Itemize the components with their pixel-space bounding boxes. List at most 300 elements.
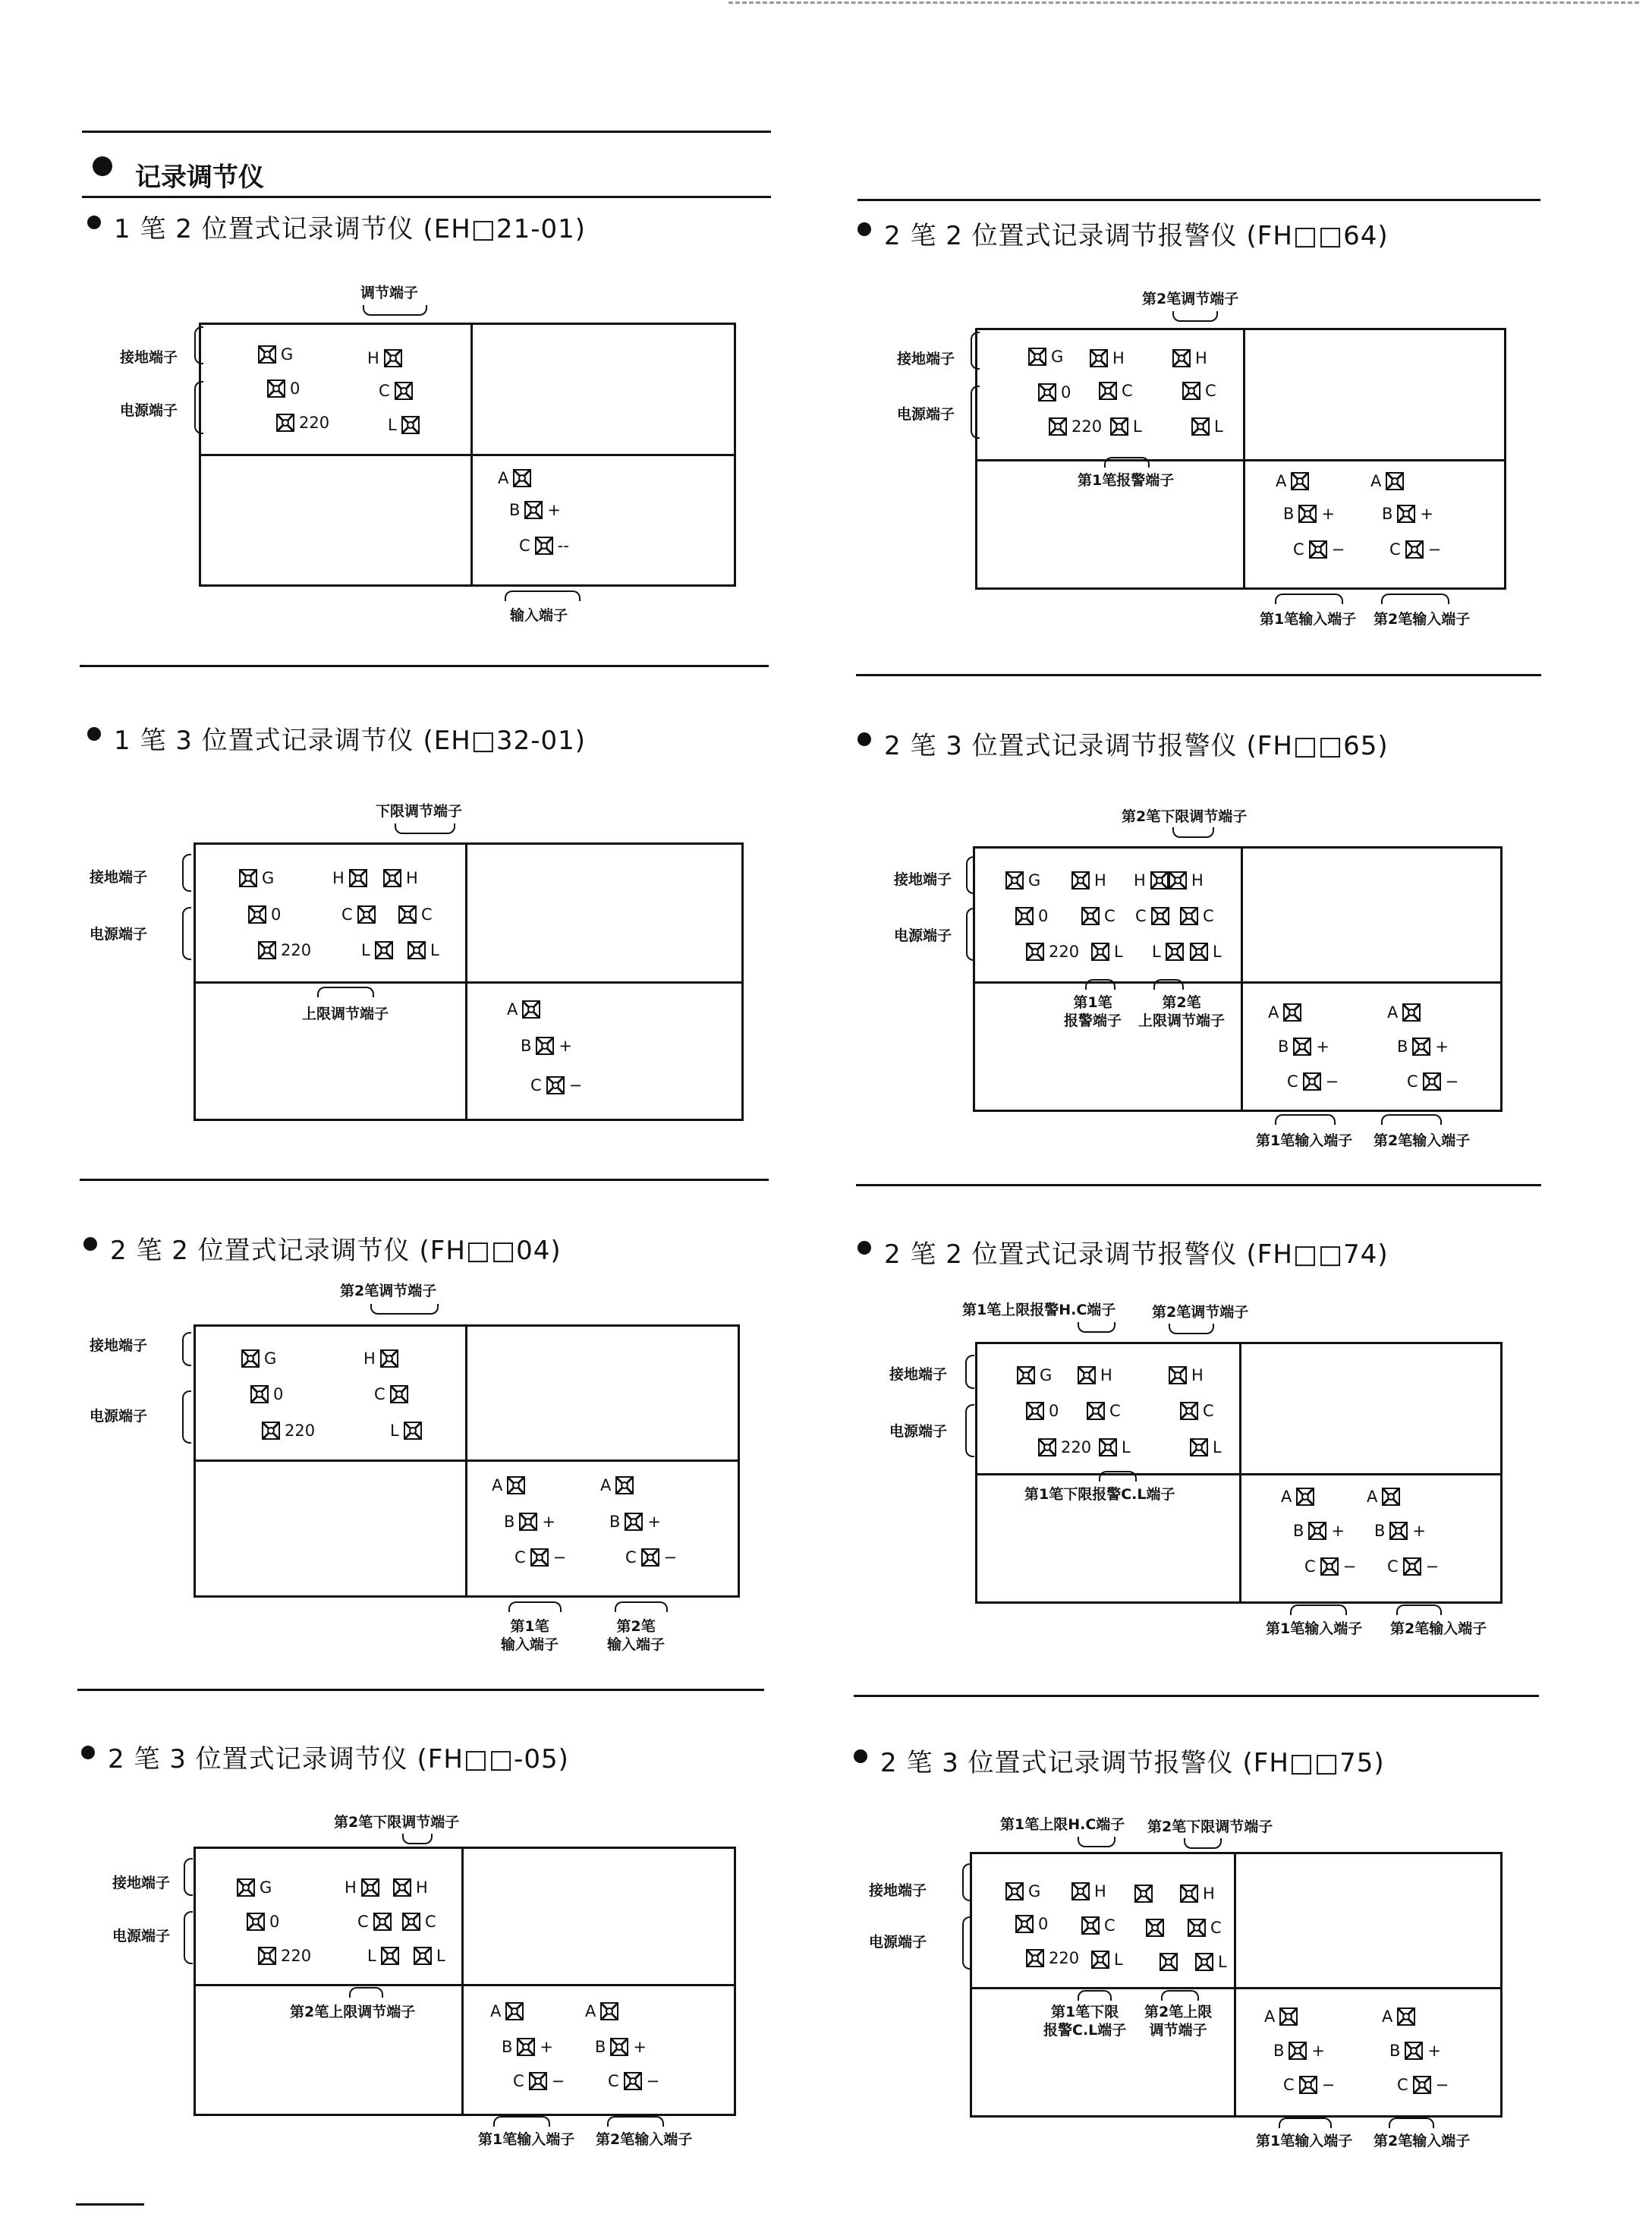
terminal xyxy=(1129,871,1169,890)
terminal xyxy=(1385,540,1446,559)
diagram-bullet-icon xyxy=(81,1746,95,1759)
terminal-label: A xyxy=(1264,2007,1276,2026)
terminal-label: B xyxy=(521,1036,532,1055)
inner-label: 上限调节端子 xyxy=(302,1006,389,1022)
bracket-icon xyxy=(182,907,191,960)
bracket-icon xyxy=(966,856,975,894)
side-label: 接地端子 xyxy=(120,349,178,366)
terminal-screw-icon xyxy=(1293,1038,1311,1056)
bracket-icon xyxy=(965,1355,974,1389)
diagram-title: 2 笔 3 位置式记录调节报警仪 (FH□□65) xyxy=(884,731,1389,761)
bracket-icon xyxy=(1275,1114,1336,1125)
terminal-label: C xyxy=(421,905,433,924)
terminal-label: + xyxy=(542,1512,556,1531)
terminal-screw-icon xyxy=(237,1878,255,1897)
terminal xyxy=(1263,1003,1301,1022)
terminal xyxy=(393,1878,433,1897)
bottom-label: 第1笔输入端子 xyxy=(1266,1620,1363,1637)
terminal xyxy=(596,1476,634,1494)
terminal-screw-icon xyxy=(1015,907,1034,925)
terminal-screw-icon xyxy=(1279,2007,1298,2026)
terminal-label: 220 xyxy=(1049,1948,1080,1967)
terminal xyxy=(398,905,437,924)
terminal xyxy=(526,1076,587,1094)
terminal xyxy=(1091,943,1128,961)
terminal xyxy=(402,1913,441,1931)
bottom-label: 第1笔输入端子 xyxy=(1260,611,1357,628)
terminal xyxy=(385,1422,422,1440)
terminal-label: 0 xyxy=(271,905,282,924)
terminal-screw-icon xyxy=(1110,417,1128,436)
terminal-screw-icon xyxy=(1049,417,1067,436)
bracket-icon xyxy=(182,854,191,892)
terminal xyxy=(414,1947,450,1965)
diagram-bullet-icon xyxy=(857,222,871,236)
bottom-label: 第2笔输入端子 xyxy=(1390,1620,1487,1637)
terminal-screw-icon xyxy=(522,1000,540,1019)
terminal-screw-icon xyxy=(1015,1915,1034,1933)
terminal-screw-icon xyxy=(1087,1402,1105,1420)
terminal-screw-icon xyxy=(1296,1488,1314,1506)
terminal xyxy=(1289,1522,1349,1540)
bottom-label: 第2笔 输入端子 xyxy=(607,1618,666,1653)
terminal xyxy=(1385,2042,1446,2060)
diagram-title: 2 笔 2 位置式记录调节报警仪 (FH□□64) xyxy=(884,221,1389,251)
terminal xyxy=(1081,907,1120,925)
bracket-icon xyxy=(349,1987,383,1998)
top-label: 第2笔调节端子 xyxy=(1152,1304,1249,1321)
terminal-label: − xyxy=(1425,1557,1440,1576)
bracket-icon xyxy=(1161,1990,1199,2001)
bracket-icon xyxy=(1275,594,1343,604)
bracket-icon xyxy=(402,1834,433,1844)
terminal-label: L xyxy=(388,415,397,434)
panel-divider-horizontal xyxy=(977,459,1504,461)
terminal-label: A xyxy=(1281,1487,1292,1506)
terminal-label: + xyxy=(1427,2041,1442,2060)
terminal-label: A xyxy=(492,1475,503,1494)
terminal-screw-icon xyxy=(513,469,531,487)
panel-divider-vertical xyxy=(1241,849,1243,1110)
terminal xyxy=(363,349,402,367)
top-label: 第2笔下限调节端子 xyxy=(1122,808,1248,825)
bracket-icon xyxy=(971,332,980,370)
terminal-label: G xyxy=(1040,1365,1053,1384)
side-label: 电源端子 xyxy=(112,1928,171,1944)
terminal-label: 0 xyxy=(290,379,301,398)
terminal xyxy=(1392,1038,1453,1056)
terminal-screw-icon xyxy=(250,1385,269,1403)
terminal-label: − xyxy=(552,1548,567,1567)
bracket-icon xyxy=(184,1858,193,1896)
terminal xyxy=(1110,417,1147,436)
section-heading-rule xyxy=(82,196,771,198)
bracket-icon xyxy=(615,1601,668,1612)
terminal-label: L xyxy=(1213,942,1222,961)
terminal-screw-icon xyxy=(1091,943,1109,961)
bottom-label: 第2笔输入端子 xyxy=(1374,611,1471,628)
bottom-label: 第1笔输入端子 xyxy=(1256,2133,1353,2149)
terminal xyxy=(1081,1916,1120,1935)
terminal-screw-icon xyxy=(1099,382,1117,400)
bracket-icon xyxy=(370,1304,439,1315)
terminal xyxy=(370,1385,408,1403)
terminal-label: − xyxy=(568,1075,583,1094)
diagram-bullet-icon xyxy=(83,1237,97,1251)
top-scan-edge xyxy=(728,2,1639,4)
terminal-label: − xyxy=(1435,2075,1449,2094)
bracket-icon xyxy=(317,987,374,997)
bracket-icon xyxy=(962,1863,971,1901)
terminal-label: H xyxy=(332,868,345,887)
terminal-label: + xyxy=(1316,1037,1330,1056)
row-separator xyxy=(856,1184,1541,1186)
terminal xyxy=(363,1947,399,1965)
inner-label: 第2笔上限 调节端子 xyxy=(1144,2004,1213,2039)
terminal-label: C xyxy=(1387,1557,1399,1576)
bottom-label: 第1笔 输入端子 xyxy=(501,1618,559,1653)
terminal-label: C xyxy=(608,2071,619,2090)
terminal-screw-icon xyxy=(373,1913,392,1931)
terminal xyxy=(1362,1488,1400,1506)
terminal xyxy=(1028,348,1068,366)
terminal-label: H xyxy=(367,348,379,367)
terminal-label: + xyxy=(559,1036,573,1055)
terminal-label: A xyxy=(600,1475,612,1494)
terminal-screw-icon xyxy=(1423,1072,1441,1091)
terminal xyxy=(1190,943,1226,961)
panel-divider-horizontal xyxy=(201,454,734,456)
terminal-screw-icon xyxy=(530,1548,549,1567)
terminal-screw-icon xyxy=(1150,871,1169,890)
terminal-label: B xyxy=(609,1512,621,1531)
terminal xyxy=(1134,1885,1153,1903)
terminal-screw-icon xyxy=(1413,2076,1431,2094)
terminal-screw-icon xyxy=(1081,907,1100,925)
terminal xyxy=(493,469,531,487)
terminal xyxy=(1099,382,1138,400)
terminal xyxy=(1169,1366,1208,1384)
terminal-screw-icon xyxy=(398,905,417,924)
terminal-label: 0 xyxy=(269,1912,280,1931)
terminal-screw-icon xyxy=(1172,349,1191,367)
terminal-label: B xyxy=(1273,2041,1285,2060)
terminal-screw-icon xyxy=(258,1947,276,1965)
bracket-icon xyxy=(1153,979,1184,990)
terminal xyxy=(374,382,413,400)
terminal-label: L xyxy=(390,1421,399,1440)
terminal xyxy=(581,2002,618,2020)
terminal-label: − xyxy=(551,2071,565,2090)
terminal-screw-icon xyxy=(1166,943,1184,961)
terminal-screw-icon xyxy=(1180,1885,1198,1903)
panel-divider-horizontal xyxy=(196,1460,738,1462)
terminal-label: C xyxy=(1203,1401,1214,1420)
terminal xyxy=(359,1349,398,1368)
terminal-label: A xyxy=(507,1000,518,1019)
terminal xyxy=(508,2072,569,2090)
terminal-label: H xyxy=(406,868,418,887)
terminal-screw-icon xyxy=(1382,1488,1400,1506)
terminal-label: B xyxy=(1382,504,1393,523)
terminal-label: 220 xyxy=(1061,1437,1092,1456)
bracket-icon xyxy=(184,1911,193,1964)
bracket-icon xyxy=(1184,1838,1222,1849)
terminal-label: C xyxy=(530,1075,542,1094)
bracket-icon xyxy=(1381,594,1449,604)
terminal xyxy=(1289,540,1349,559)
terminal-screw-icon xyxy=(381,1947,399,1965)
terminal-screw-icon xyxy=(1188,1919,1206,1937)
terminal-label: G xyxy=(264,1349,277,1368)
diagram-title: 2 笔 3 位置式记录调节报警仪 (FH□□75) xyxy=(880,1748,1385,1778)
terminal-screw-icon xyxy=(375,941,393,959)
terminal xyxy=(1180,907,1219,925)
terminal-label: L xyxy=(1214,417,1223,436)
terminal xyxy=(1377,2007,1415,2026)
terminal-label: A xyxy=(1367,1487,1378,1506)
terminal-screw-icon xyxy=(1191,417,1210,436)
terminal-screw-icon xyxy=(1081,1916,1100,1935)
top-label: 第1笔上限报警H.C端子 xyxy=(962,1302,1116,1318)
terminal xyxy=(357,941,393,959)
terminal-screw-icon xyxy=(625,1513,643,1531)
terminal xyxy=(1377,505,1438,523)
terminal-label: H xyxy=(1094,871,1106,890)
terminal-label: − xyxy=(1445,1072,1459,1091)
terminal xyxy=(1366,472,1404,490)
page-foot-rule xyxy=(76,2203,144,2206)
terminal-label: − xyxy=(1321,2075,1336,2094)
terminal xyxy=(1005,1882,1045,1900)
terminal-label: C xyxy=(1109,1401,1121,1420)
terminal-label: C xyxy=(1287,1072,1298,1091)
terminal-screw-icon xyxy=(1412,1038,1430,1056)
terminal-label: C xyxy=(513,2071,524,2090)
terminal-label: B xyxy=(1389,2041,1401,2060)
terminal xyxy=(1078,1366,1117,1384)
terminal-screw-icon xyxy=(1071,871,1090,890)
terminal-label: − xyxy=(1427,540,1442,559)
terminal xyxy=(383,416,420,434)
terminal-screw-icon xyxy=(1134,1885,1153,1903)
terminal-label: A xyxy=(490,2001,502,2020)
terminal xyxy=(267,379,304,398)
terminal-label: C xyxy=(625,1548,637,1567)
terminal xyxy=(1071,1882,1111,1900)
terminal xyxy=(603,2072,664,2090)
terminal xyxy=(1269,2042,1329,2060)
diagram-title: 2 笔 2 位置式记录调节报警仪 (FH□□74) xyxy=(884,1239,1389,1270)
terminal-screw-icon xyxy=(241,1349,260,1368)
terminal-screw-icon xyxy=(546,1076,565,1094)
panel-divider-horizontal xyxy=(196,981,741,984)
terminal-label: C xyxy=(1104,1916,1115,1935)
terminal-label: + xyxy=(540,2037,554,2056)
terminal-screw-icon xyxy=(361,1878,379,1897)
bracket-icon xyxy=(493,2116,550,2127)
terminal-label: H xyxy=(1191,1365,1204,1384)
terminal-label: 220 xyxy=(281,940,312,959)
terminal xyxy=(1131,907,1169,925)
terminal xyxy=(1273,1038,1334,1056)
terminal-screw-icon xyxy=(1397,2007,1415,2026)
terminal xyxy=(499,1513,560,1531)
terminal-screw-icon xyxy=(414,1947,432,1965)
terminal-label: 220 xyxy=(1071,417,1103,436)
terminal-label: + xyxy=(647,1512,662,1531)
terminal xyxy=(383,869,423,887)
terminal xyxy=(1026,943,1084,961)
terminal-screw-icon xyxy=(1403,1557,1421,1576)
terminal-label: G xyxy=(1051,347,1064,366)
side-label: 电源端子 xyxy=(120,402,178,419)
terminal-screw-icon xyxy=(1038,1438,1056,1456)
terminal-screw-icon xyxy=(267,379,285,398)
terminal xyxy=(340,1878,379,1897)
panel-divider-vertical xyxy=(461,1849,464,2114)
terminal-label: + xyxy=(1331,1521,1345,1540)
terminal-screw-icon xyxy=(1291,472,1309,490)
terminal xyxy=(328,869,367,887)
terminal xyxy=(1015,1915,1053,1933)
terminal-screw-icon xyxy=(258,345,276,364)
terminal-screw-icon xyxy=(276,414,294,432)
top-label: 下限调节端子 xyxy=(376,803,463,820)
side-label: 接地端子 xyxy=(112,1875,171,1891)
terminal xyxy=(497,2038,558,2056)
terminal-label: L xyxy=(1152,942,1161,961)
terminal xyxy=(605,1513,666,1531)
terminal-label: -- xyxy=(557,536,569,555)
terminal xyxy=(1038,1438,1096,1456)
bracket-icon xyxy=(1078,1990,1112,2001)
row-separator xyxy=(80,665,769,667)
terminal-label: C xyxy=(1407,1072,1418,1091)
bracket-icon xyxy=(1381,1114,1442,1125)
terminal-screw-icon xyxy=(1071,1882,1090,1900)
terminal-label: G xyxy=(262,868,275,887)
bracket-icon xyxy=(194,326,203,364)
terminal-label: L xyxy=(1114,1950,1123,1969)
terminal xyxy=(250,1385,288,1403)
terminal-label: C xyxy=(1397,2075,1408,2094)
terminal-label: C xyxy=(357,1912,369,1931)
bracket-icon xyxy=(182,1332,191,1366)
terminal xyxy=(1026,1949,1084,1967)
bracket-icon xyxy=(1078,1837,1115,1847)
terminal-screw-icon xyxy=(1026,1402,1044,1420)
terminal-label: A xyxy=(585,2001,596,2020)
terminal-screw-icon xyxy=(1299,2076,1317,2094)
terminal-label: L xyxy=(436,1946,445,1965)
terminal-screw-icon xyxy=(1309,540,1327,559)
inner-label: 第1笔报警端子 xyxy=(1078,472,1175,489)
terminal xyxy=(1402,1072,1463,1091)
diagram-title: 1 笔 2 位置式记录调节仪 (EH□21-01) xyxy=(114,214,586,244)
terminal-label: G xyxy=(1028,1881,1041,1900)
terminal-label: B xyxy=(504,1512,515,1531)
bracket-icon xyxy=(965,1404,974,1457)
terminal-screw-icon xyxy=(1182,382,1200,400)
terminal xyxy=(1279,2076,1339,2094)
terminal-screw-icon xyxy=(1005,1882,1024,1900)
terminal-label: + xyxy=(1412,1521,1427,1540)
terminal xyxy=(516,1037,577,1055)
terminal-label: H xyxy=(1112,348,1125,367)
terminal-screw-icon xyxy=(404,1422,422,1440)
terminal xyxy=(1017,1366,1056,1384)
terminal-label: L xyxy=(361,940,370,959)
bracket-icon xyxy=(1085,979,1115,990)
terminal xyxy=(239,869,278,887)
bracket-icon xyxy=(508,1601,562,1612)
terminal-label: G xyxy=(281,345,294,364)
terminal xyxy=(258,1947,316,1965)
terminal-screw-icon xyxy=(624,2072,642,2090)
terminal-label: 220 xyxy=(281,1946,312,1965)
terminal-screw-icon xyxy=(380,1349,398,1368)
side-label: 电源端子 xyxy=(90,926,148,943)
terminal-screw-icon xyxy=(1190,943,1208,961)
terminal-label: C xyxy=(1293,540,1304,559)
terminal-label: B xyxy=(1283,504,1295,523)
terminal-screw-icon xyxy=(610,2038,628,2056)
bottom-label: 输入端子 xyxy=(510,607,568,624)
terminal-label: 220 xyxy=(299,413,330,432)
side-label: 接地端子 xyxy=(90,869,148,886)
bottom-label: 第2笔输入端子 xyxy=(1374,1132,1471,1149)
terminal xyxy=(353,1913,392,1931)
terminal-label: C xyxy=(1135,906,1147,925)
terminal-label: + xyxy=(1435,1037,1449,1056)
terminal-screw-icon xyxy=(262,1422,280,1440)
terminal xyxy=(1038,383,1075,401)
panel-divider-horizontal xyxy=(975,981,1500,984)
terminal-screw-icon xyxy=(239,869,257,887)
terminal xyxy=(505,501,565,519)
terminal-label: 0 xyxy=(273,1384,284,1403)
terminal-label: A xyxy=(1382,2007,1393,2026)
terminal xyxy=(486,2002,524,2020)
panel-divider-vertical xyxy=(1234,1854,1236,2115)
terminal-screw-icon xyxy=(1090,349,1108,367)
bracket-icon xyxy=(1172,311,1218,322)
terminal-screw-icon xyxy=(1386,472,1404,490)
inner-label: 第1笔 报警端子 xyxy=(1064,994,1122,1029)
terminal xyxy=(1049,417,1106,436)
side-label: 电源端子 xyxy=(90,1408,148,1425)
bracket-icon xyxy=(182,1390,191,1444)
terminal xyxy=(258,941,316,959)
terminal-label: + xyxy=(1420,504,1434,523)
terminal xyxy=(1370,1522,1430,1540)
terminal-label: L xyxy=(1122,1437,1131,1456)
terminal-label: L xyxy=(367,1946,376,1965)
terminal xyxy=(1180,1885,1219,1903)
terminal-screw-icon xyxy=(535,537,553,555)
terminal xyxy=(487,1476,525,1494)
terminal-screw-icon xyxy=(529,2072,547,2090)
terminal-label: + xyxy=(1321,504,1336,523)
terminal-label: − xyxy=(646,2071,660,2090)
terminal-label: H xyxy=(416,1878,428,1897)
terminal-label: H xyxy=(363,1349,376,1368)
terminal-screw-icon xyxy=(247,1913,265,1931)
terminal-screw-icon xyxy=(519,1513,537,1531)
terminal-label: C xyxy=(1205,381,1216,400)
bracket-icon xyxy=(395,823,455,834)
